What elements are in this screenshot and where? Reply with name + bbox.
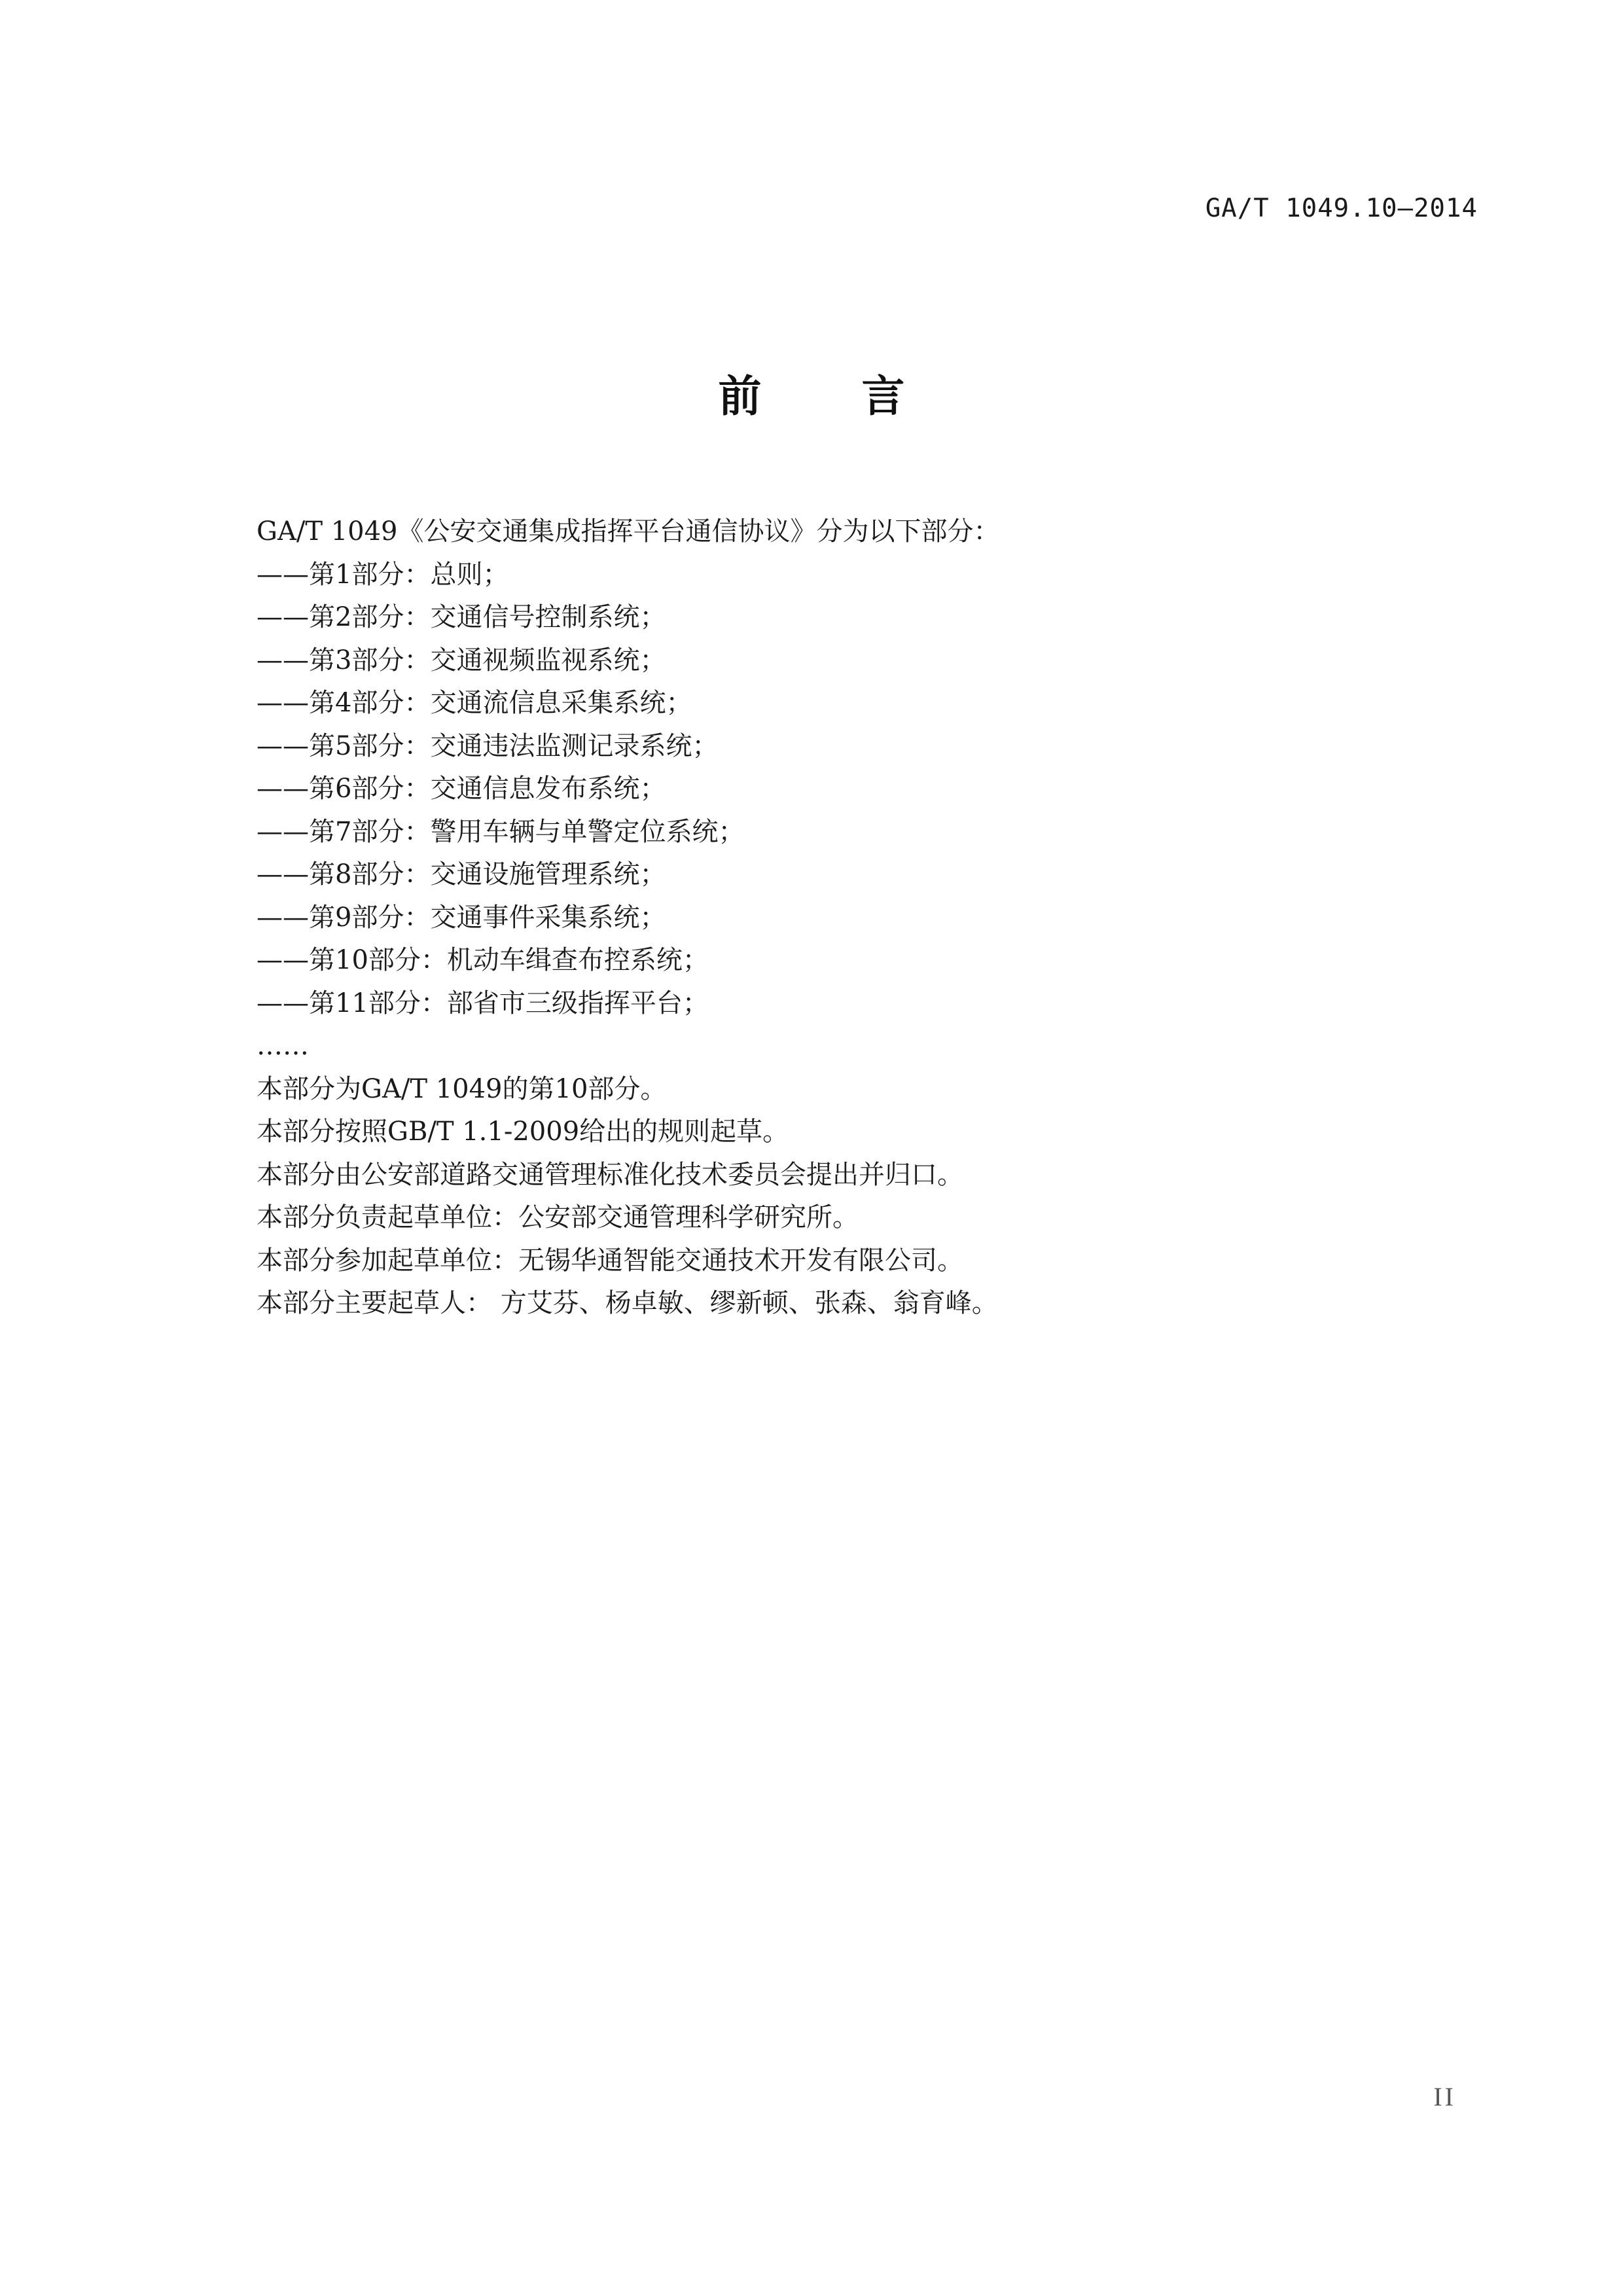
statement-paragraph: 本部分为GA/T 1049的第10部分。 [257, 1073, 667, 1104]
list-ellipsis: …… [257, 1031, 309, 1061]
statement-paragraph: 本部分负责起草单位：公安部交通管理科学研究所。 [257, 1202, 859, 1232]
statement-paragraph: 本部分由公安部道路交通管理标准化技术委员会提出并归口。 [257, 1159, 963, 1190]
part-list-item: ——第9部分：交通事件采集系统； [257, 902, 666, 933]
part-list-item: ——第10部分：机动车缉查布控系统； [257, 945, 709, 975]
document-code: GA/T 1049.10—2014 [1205, 194, 1478, 223]
part-list-item: ——第8部分：交通设施管理系统； [257, 859, 666, 889]
part-list-item: ——第6部分：交通信息发布系统； [257, 774, 666, 804]
page-number: II [1433, 2082, 1456, 2111]
part-list-item: ——第3部分：交通视频监视系统； [257, 645, 666, 675]
part-list-item: ——第2部分：交通信号控制系统； [257, 602, 666, 632]
part-list-item: ——第5部分：交通违法监测记录系统； [257, 730, 719, 761]
intro-paragraph: GA/T 1049《公安交通集成指挥平台通信协议》分为以下部分： [257, 516, 1000, 547]
statement-paragraph: 本部分参加起草单位：无锡华通智能交通技术开发有限公司。 [257, 1245, 963, 1276]
part-list-item: ——第11部分：部省市三级指挥平台； [257, 988, 709, 1018]
part-list-item: ——第7部分：警用车辆与单警定位系统； [257, 816, 745, 847]
body-text [257, 511, 1369, 1325]
statement-paragraph: 本部分按照GB/T 1.1-2009给出的规则起草。 [257, 1117, 789, 1147]
page-title: 前 言 [718, 371, 905, 422]
part-list-item: ——第4部分：交通流信息采集系统； [257, 688, 692, 718]
statement-paragraph: 本部分主要起草人： 方艾芬、杨卓敏、缪新顿、张森、翁育峰。 [257, 1288, 998, 1318]
part-list-item: ——第1部分：总则； [257, 559, 509, 590]
